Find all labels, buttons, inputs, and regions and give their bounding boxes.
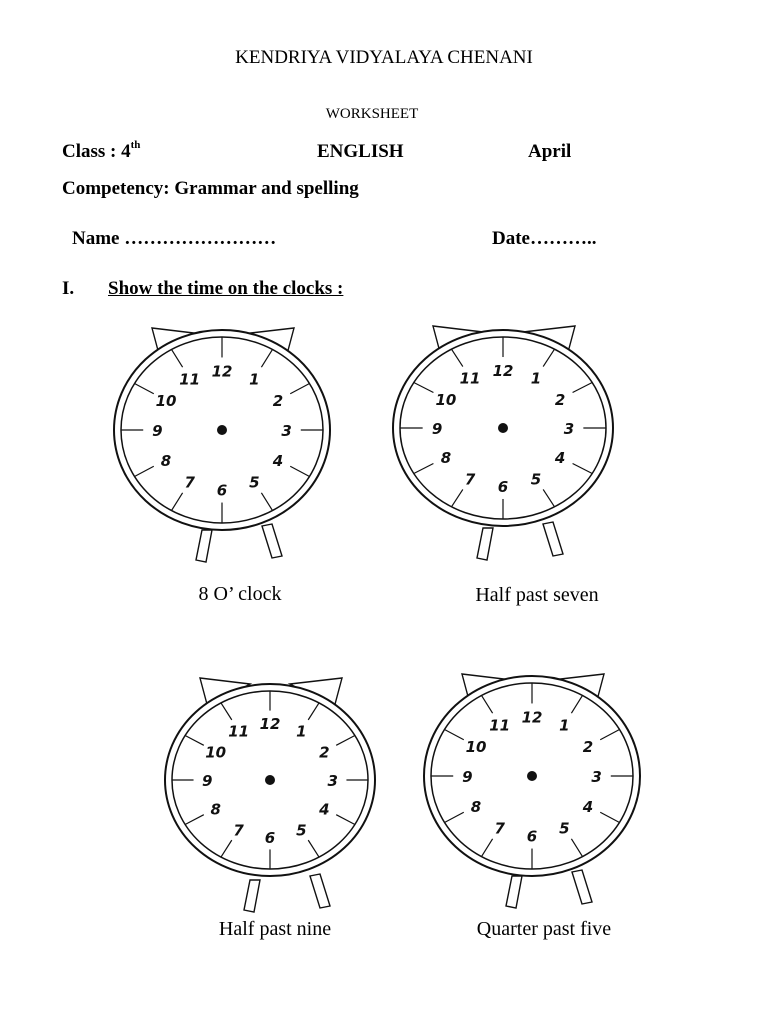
clock-numeral: 2 xyxy=(319,743,330,762)
clock-center-dot xyxy=(498,423,508,433)
clock-numeral: 8 xyxy=(160,451,172,470)
question-text: Show the time on the clocks : xyxy=(108,278,344,299)
clock-numeral: 6 xyxy=(264,828,276,847)
school-name: KENDRIYA VIDYALAYA CHENANI xyxy=(235,47,533,68)
clock-numeral: 10 xyxy=(155,392,177,411)
leg-left-icon xyxy=(477,528,493,560)
clock-2 xyxy=(393,326,613,560)
competency-line: Competency: Grammar and spelling xyxy=(62,178,359,199)
clock-numeral: 5 xyxy=(559,819,570,838)
leg-right-icon xyxy=(262,524,282,558)
clock-numeral: 10 xyxy=(435,390,457,409)
clock-4 xyxy=(424,674,640,908)
leg-left-icon xyxy=(244,880,260,912)
clock-numeral: 7 xyxy=(233,821,244,840)
name-field[interactable]: Name …………………… xyxy=(72,228,277,249)
leg-left-icon xyxy=(506,876,522,908)
leg-right-icon xyxy=(310,874,330,908)
clock-numeral: 12 xyxy=(211,362,233,381)
clock-numeral: 6 xyxy=(497,478,509,497)
clock-numeral: 1 xyxy=(249,370,260,389)
clock-center-dot xyxy=(265,775,275,785)
clock-numeral: 4 xyxy=(554,449,566,468)
clock-numeral: 9 xyxy=(152,422,163,440)
clock-numeral: 7 xyxy=(464,470,476,489)
leg-right-icon xyxy=(543,522,563,556)
clock-3 xyxy=(165,678,375,912)
clock-numeral: 9 xyxy=(462,768,473,786)
clock-numeral: 5 xyxy=(530,470,542,489)
clock-numeral: 2 xyxy=(554,390,566,409)
clock-numeral: 2 xyxy=(272,392,284,411)
clock-numeral: 11 xyxy=(489,716,511,735)
clock-numeral: 3 xyxy=(591,768,602,786)
clock-numeral: 7 xyxy=(184,473,195,492)
clock-numeral: 8 xyxy=(470,797,482,816)
clock-numeral: 2 xyxy=(582,738,594,757)
clock-numeral: 10 xyxy=(205,743,227,762)
clock-numeral: 5 xyxy=(249,473,260,492)
clock-numeral: 11 xyxy=(459,369,481,388)
clock-numeral: 6 xyxy=(216,481,228,500)
clock-numeral: 12 xyxy=(492,361,514,380)
clock-numeral: 7 xyxy=(494,819,505,838)
clock-caption-3: Half past nine xyxy=(218,918,332,940)
clock-numeral: 5 xyxy=(296,821,307,840)
clock-numeral: 4 xyxy=(319,800,330,819)
leg-left-icon xyxy=(196,530,212,562)
question-number: I. xyxy=(62,278,75,299)
date-field[interactable]: Date……….. xyxy=(492,228,597,249)
clock-caption-2: Half past seven xyxy=(475,584,599,606)
leg-right-icon xyxy=(572,870,592,904)
clock-numeral: 3 xyxy=(327,772,338,790)
clock-numeral: 12 xyxy=(521,708,543,727)
clock-numeral: 1 xyxy=(559,716,570,735)
clock-numeral: 1 xyxy=(296,722,307,741)
subject-label: ENGLISH xyxy=(317,141,404,162)
clock-numeral: 9 xyxy=(202,772,213,790)
month-label: April xyxy=(528,141,572,162)
clock-numeral: 8 xyxy=(440,449,452,468)
clock-numeral: 11 xyxy=(228,722,250,741)
clock-numeral: 1 xyxy=(530,369,542,388)
worksheet-label: WORKSHEET xyxy=(325,106,419,122)
clock-center-dot xyxy=(527,771,537,781)
clock-numeral: 10 xyxy=(465,738,487,757)
clock-numeral: 4 xyxy=(582,797,594,816)
clock-caption-1: 8 O’ clock xyxy=(198,583,282,605)
clock-1 xyxy=(114,328,330,562)
clock-caption-4: Quarter past five xyxy=(476,918,612,940)
clock-center-dot xyxy=(217,425,227,435)
clock-numeral: 12 xyxy=(259,715,281,734)
clock-numeral: 3 xyxy=(281,422,292,440)
class-text: Class : 4 xyxy=(62,141,131,162)
clock-numeral: 6 xyxy=(526,827,538,846)
clock-numeral: 4 xyxy=(272,451,284,470)
class-superscript: th xyxy=(130,139,141,151)
clock-numeral: 3 xyxy=(563,420,575,438)
clock-numeral: 9 xyxy=(431,420,443,438)
clock-numeral: 8 xyxy=(210,800,221,819)
clock-numeral: 11 xyxy=(179,370,201,389)
